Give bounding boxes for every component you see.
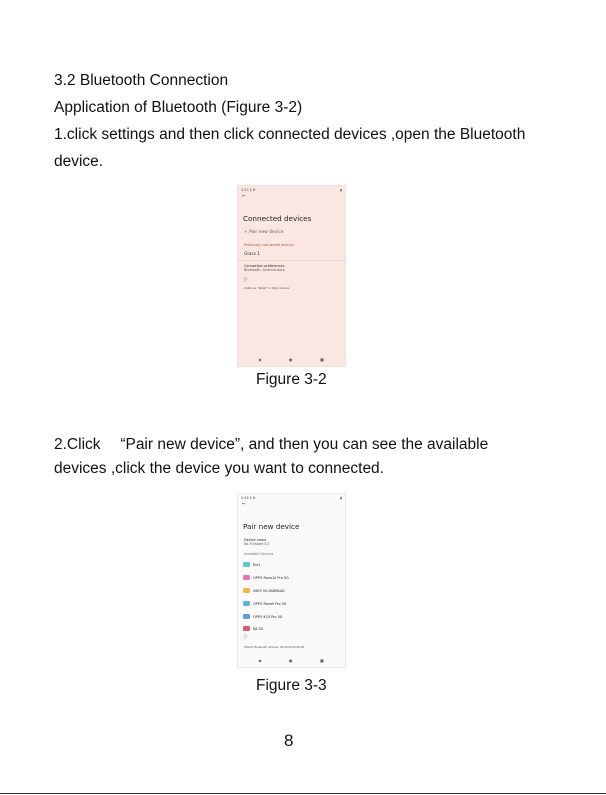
screen-title: Pair new device xyxy=(243,522,300,531)
device-name-value: Wi-Fi tablet 3.0 xyxy=(244,542,270,546)
screen-title: Connected devices xyxy=(243,214,312,223)
device-icon xyxy=(243,601,250,606)
device-item[interactable]: OPPO Reno9 Pro 5G xyxy=(253,601,287,606)
figure-connected-devices xyxy=(238,186,345,366)
status-bar-left: 5:46 § ⚙ xyxy=(241,496,256,500)
step1-line2: device. xyxy=(54,153,104,170)
page-number: 8 xyxy=(284,731,294,750)
device-item[interactable]: OPPO Reno10 Pro 5G xyxy=(253,575,289,580)
battery-icon: ▮ xyxy=(340,188,342,192)
nav-home-icon[interactable]: ● xyxy=(289,357,293,362)
status-bar-left: 5:45 § ⚙ xyxy=(241,188,256,192)
nav-recents-icon[interactable]: ■ xyxy=(320,357,324,362)
figure-caption-2: Figure 3-3 xyxy=(256,677,327,694)
device-item[interactable]: OPPO K10 Pro 5G xyxy=(253,614,283,619)
page-bottom-rule xyxy=(0,793,606,794)
device-item-glass[interactable]: Glass 1 xyxy=(244,252,261,257)
device-item[interactable]: Ele1 xyxy=(253,562,261,567)
connection-preferences-item[interactable]: Connection preferences xyxy=(244,264,285,268)
device-icon xyxy=(243,614,250,619)
step1-line1: 1.click settings and then click connected devices ,open the Bluetooth xyxy=(54,126,526,143)
info-icon: ⓘ xyxy=(243,635,248,640)
available-devices-header: Available devices xyxy=(244,552,274,556)
subheading: Application of Bluetooth (Figure 3-2) xyxy=(54,99,303,116)
device-name-label: Device name xyxy=(244,538,267,542)
device-icon xyxy=(243,588,250,593)
pair-new-device-item[interactable]: + Pair new device xyxy=(244,230,284,235)
divider xyxy=(238,260,345,261)
step2-line1: 2.Click “Pair new device”, and then you can see the available xyxy=(54,436,489,453)
back-arrow-icon[interactable]: ← xyxy=(242,194,246,199)
visibility-info: Visible as “Tablet” to other devices xyxy=(244,287,290,290)
nav-recents-icon[interactable]: ■ xyxy=(320,658,324,663)
device-icon xyxy=(243,575,250,580)
device-icon xyxy=(243,626,250,631)
back-arrow-icon[interactable]: ← xyxy=(242,502,246,507)
figure-pair-new-device xyxy=(238,494,345,667)
nav-back-icon[interactable]: ◀ xyxy=(258,658,262,663)
info-icon: ⓘ xyxy=(243,278,248,283)
device-item[interactable]: K8 5G xyxy=(253,626,264,631)
nav-back-icon[interactable]: ◀ xyxy=(258,357,262,362)
section-heading: 3.2 Bluetooth Connection xyxy=(54,72,229,89)
device-item[interactable]: 26E5 5G-8S6EBAD xyxy=(253,588,285,593)
step2-line2: devices ,click the device you want to connected. xyxy=(54,460,384,477)
bluetooth-address-info: Tablet's Bluetooth address: 00:00:00:00:00:00 xyxy=(244,646,305,649)
device-icon xyxy=(243,562,250,567)
section-previously-connected: Previously connected devices xyxy=(244,243,295,247)
nav-home-icon[interactable]: ● xyxy=(289,658,293,663)
battery-icon: ▮ xyxy=(340,496,342,500)
connection-preferences-sub: Bluetooth, Android Auto xyxy=(244,268,285,272)
figure-caption-1: Figure 3-2 xyxy=(256,371,327,388)
